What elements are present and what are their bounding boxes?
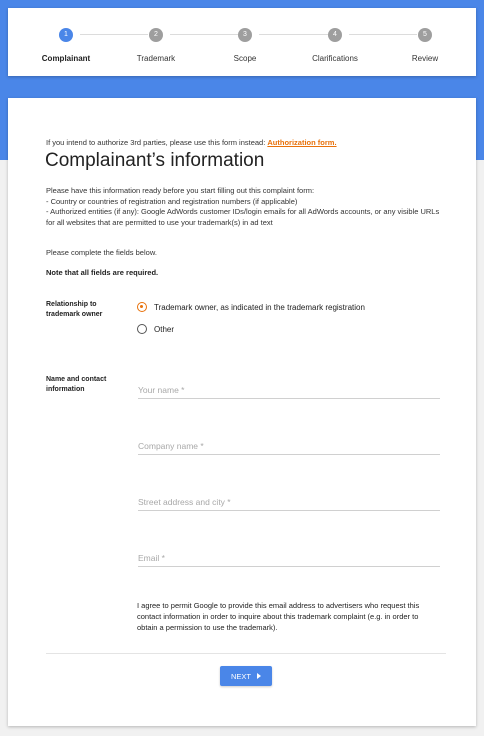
step-1-circle[interactable]: 1 <box>59 28 73 42</box>
intro-line: - Country or countries of registration and registration numbers (if applicable) <box>46 196 298 206</box>
step-1-label[interactable]: Complainant <box>41 54 91 63</box>
step-4-circle[interactable]: 4 <box>328 28 342 42</box>
step-5-circle[interactable]: 5 <box>418 28 432 42</box>
step-connector <box>349 34 417 35</box>
intro-line: Please have this information ready before you start filling out this complaint form: <box>46 186 315 195</box>
step-connector <box>80 34 148 35</box>
arrow-right-icon <box>257 673 261 679</box>
next-button-label: NEXT <box>230 671 251 681</box>
page-title: Complainant’s information <box>45 150 265 171</box>
company-input[interactable] <box>138 438 440 455</box>
email-consent-text: I agree to permit Google to provide this email address to advertisers who request this contact information in order to inquire about this trademark complaint (e.g. in order to obtain a permission to use the trademark). <box>137 601 420 632</box>
radio-other[interactable] <box>137 324 174 334</box>
divider <box>46 653 446 654</box>
step-connector <box>259 34 328 35</box>
radio-unchecked-icon[interactable] <box>137 324 147 334</box>
intro-line: - Authorized entities (if any): Google AdWords customer IDs/login emails for all AdWords accounts, or any visible URLs for all websites that are permitted to use your trademark(s) in ad text <box>46 207 440 227</box>
address-input[interactable] <box>138 494 440 511</box>
relationship-label: Relationship to trademark owner <box>46 301 103 318</box>
authorization-form-link[interactable]: Authorization form. <box>267 138 337 147</box>
step-5-label[interactable]: Review <box>411 54 439 63</box>
radio-trademark-owner-label[interactable]: Trademark owner, as indicated in the trademark registration <box>154 302 365 312</box>
step-connector <box>170 34 238 35</box>
step-3-circle[interactable]: 3 <box>238 28 252 42</box>
radio-trademark-owner[interactable] <box>137 302 365 312</box>
next-button[interactable] <box>220 666 272 686</box>
authorization-notice <box>46 138 337 147</box>
complainant-form-card <box>8 98 476 726</box>
email-input[interactable] <box>138 550 440 567</box>
intro-text <box>46 186 446 228</box>
complete-fields-note: Please complete the fields below. <box>46 248 157 257</box>
radio-other-label[interactable]: Other <box>154 324 175 334</box>
name-input[interactable] <box>138 382 440 399</box>
step-2-label[interactable]: Trademark <box>136 54 176 63</box>
contact-info-label: Name and contact information <box>46 376 107 393</box>
required-fields-note: Note that all fields are required. <box>46 268 159 277</box>
progress-stepper <box>8 8 476 76</box>
step-3-label[interactable]: Scope <box>233 54 257 63</box>
radio-checked-icon[interactable] <box>137 302 147 312</box>
authorization-notice-text: If you intend to authorize 3rd parties, please use this form instead: <box>46 138 268 147</box>
step-2-circle[interactable]: 2 <box>149 28 163 42</box>
step-4-label[interactable]: Clarifications <box>312 54 358 63</box>
